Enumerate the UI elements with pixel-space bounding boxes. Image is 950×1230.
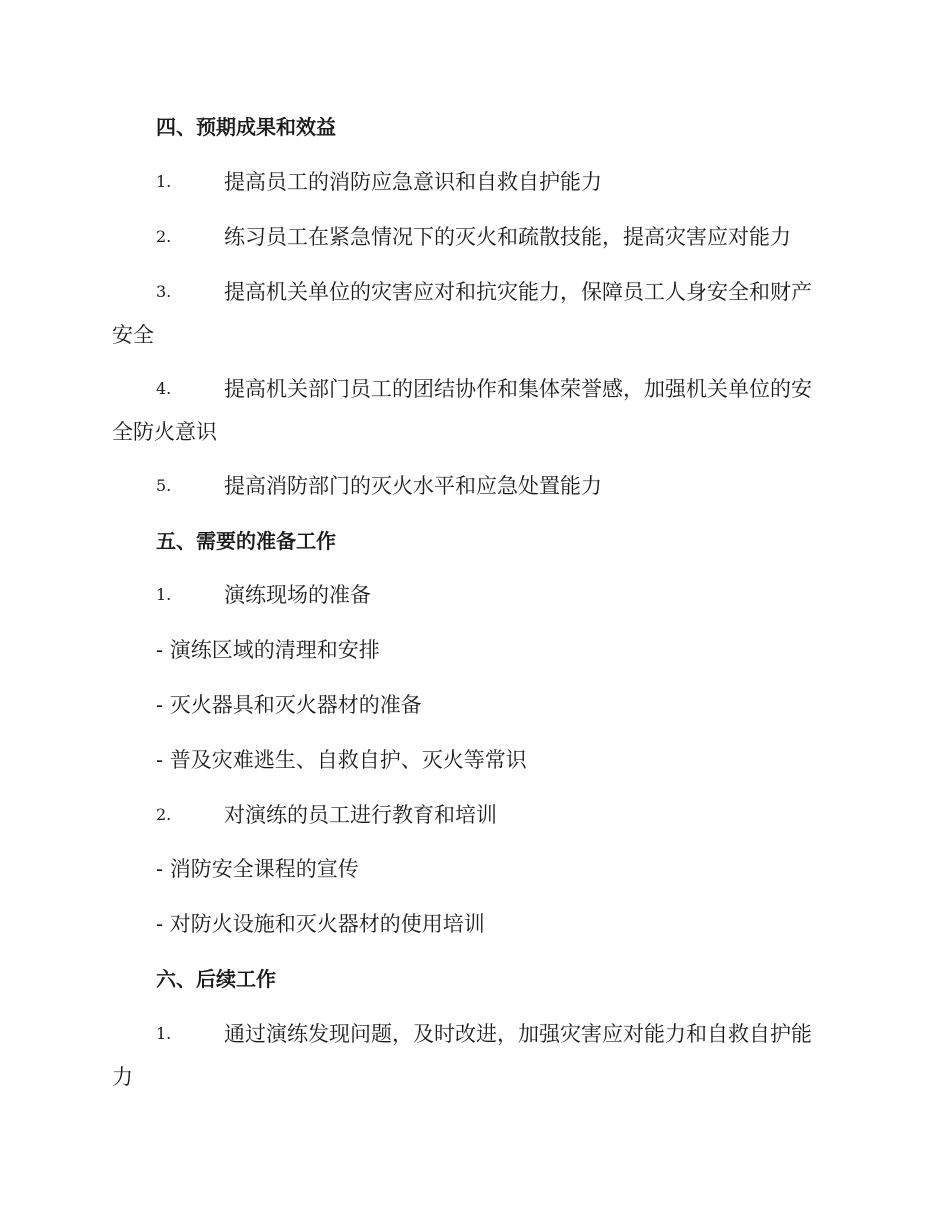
list-item-text: 练习员工在紧急情况下的灭火和疏散技能，提高灾害应对能力 — [224, 225, 791, 249]
section-heading: 四、预期成果和效益 — [156, 115, 336, 139]
list-item-text: 提高机关单位的灾害应对和抗灾能力，保障员工人身安全和财产 — [224, 280, 812, 304]
section-heading: 六、后续工作 — [156, 967, 276, 991]
list-item-continuation: 安全 — [112, 323, 154, 347]
list-item-continuation: 全防火意识 — [112, 420, 217, 444]
list-item-text: 提高消防部门的灭火水平和应急处置能力 — [224, 474, 602, 498]
list-item-text: 通过演练发现问题，及时改进，加强灾害应对能力和自救自护能 — [224, 1022, 812, 1046]
list-number: 4. — [156, 379, 172, 398]
sub-list-item: - 灭火器具和灭火器材的准备 — [156, 693, 422, 717]
list-item-text: 提高机关部门员工的团结协作和集体荣誉感，加强机关单位的安 — [224, 377, 812, 401]
list-item-text: 提高员工的消防应急意识和自救自护能力 — [224, 170, 602, 194]
sub-list-item: - 对防火设施和灭火器材的使用培训 — [156, 912, 485, 936]
list-number: 3. — [156, 282, 172, 301]
sub-list-item: - 消防安全课程的宣传 — [156, 857, 359, 881]
sub-list-item: - 普及灾难逃生、自救自护、灭火等常识 — [156, 748, 527, 772]
list-item-continuation: 力 — [112, 1065, 133, 1089]
list-item-text: 演练现场的准备 — [224, 583, 371, 607]
sub-list-item: - 演练区域的清理和安排 — [156, 638, 380, 662]
list-number: 2. — [156, 805, 172, 824]
list-number: 2. — [156, 227, 172, 246]
list-number: 1. — [156, 172, 172, 191]
list-number: 1. — [156, 585, 172, 604]
list-number: 1. — [156, 1024, 172, 1043]
list-number: 5. — [156, 476, 172, 495]
section-heading: 五、需要的准备工作 — [156, 529, 336, 553]
list-item-text: 对演练的员工进行教育和培训 — [224, 803, 497, 827]
